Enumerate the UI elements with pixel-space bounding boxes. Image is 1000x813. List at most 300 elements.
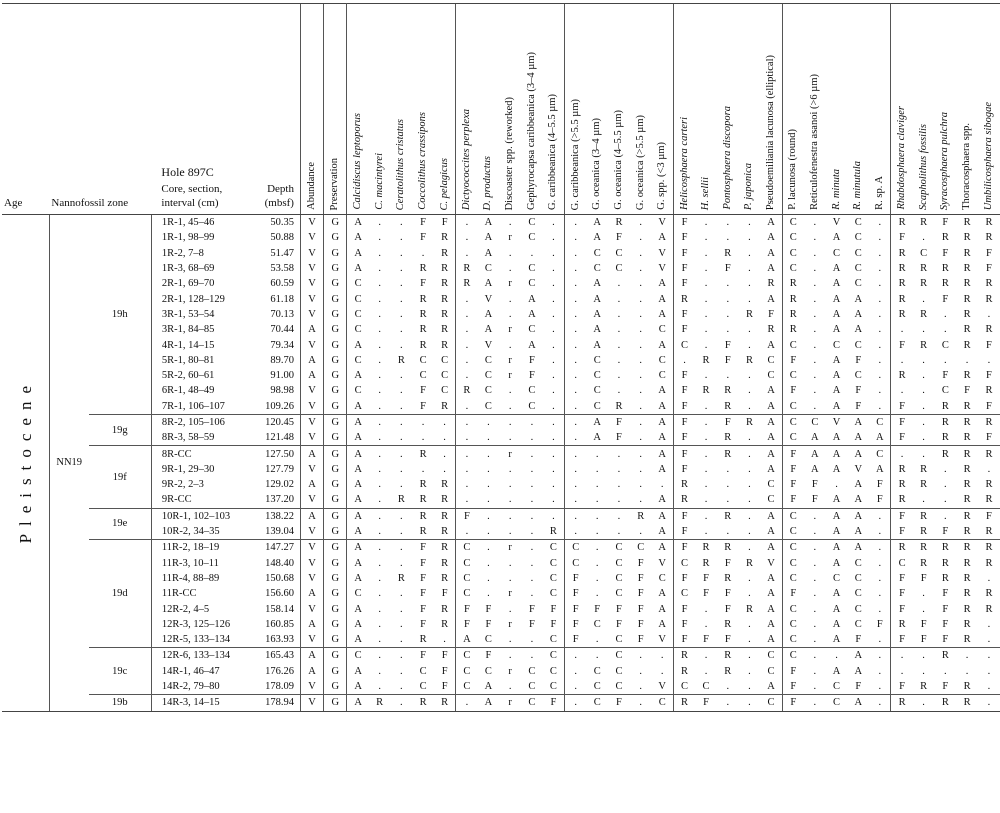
preservation-value: G	[324, 276, 347, 291]
occurrence-cell: A	[347, 368, 369, 383]
species-header: G. spp. (<3 µm)	[652, 4, 674, 215]
occurrence-cell: R	[615, 400, 623, 412]
occurrence-cell: .	[456, 462, 478, 477]
occurrence-cell: .	[748, 463, 751, 475]
depth-header: Depth (mbsf)	[251, 4, 301, 215]
occurrence-cell: A	[456, 632, 478, 648]
depth-value: 163.93	[265, 634, 294, 646]
occurrence-cell: .	[378, 479, 381, 491]
occurrence-cell: .	[704, 217, 708, 229]
occurrence-cell: C	[528, 324, 536, 336]
occurrence-cell: A	[767, 385, 775, 397]
occurrence-cell: F	[637, 557, 644, 569]
sample-row	[2, 430, 1000, 446]
depth-value: 158.14	[265, 603, 294, 615]
occurrence-cell: A	[854, 479, 863, 491]
zone-header: Nannofossil zone	[49, 4, 151, 215]
occurrence-cell: A	[478, 695, 500, 711]
occurrence-cell: .	[369, 648, 391, 664]
occurrence-cell: C	[347, 648, 369, 664]
occurrence-cell: C	[456, 664, 478, 679]
occurrence-cell: A	[847, 446, 869, 462]
occurrence-cell: C	[658, 324, 666, 336]
occurrence-cell: C	[456, 679, 478, 695]
occurrence-cell: C	[347, 383, 369, 398]
occurrence-cell: R	[941, 572, 949, 584]
occurrence-cell: .	[878, 308, 882, 320]
occurrence-cell: .	[922, 400, 925, 412]
species-header: Coccolithus crassipons	[412, 4, 434, 215]
occurrence-cell: C	[854, 557, 862, 569]
occurrence-cell: .	[508, 479, 512, 491]
occurrence-cell: A	[347, 446, 369, 462]
occurrence-cell: F	[673, 307, 695, 322]
occurrence-cell: .	[378, 293, 381, 305]
occurrence-cell: F	[608, 695, 630, 711]
occurrence-cell: .	[704, 603, 708, 615]
occurrence-cell: F	[412, 540, 434, 556]
occurrence-cell: R	[673, 291, 695, 306]
occurrence-cell: C	[549, 665, 557, 677]
occurrence-cell: .	[552, 263, 555, 275]
occurrence-cell: R	[891, 246, 913, 261]
occurrence-cell: R	[441, 479, 449, 491]
occurrence-cell: .	[456, 446, 478, 462]
occurrence-cell: .	[586, 648, 608, 664]
occurrence-cell: .	[595, 463, 599, 475]
occurrence-cell: R	[963, 370, 971, 382]
occurrence-cell: A	[658, 232, 666, 244]
occurrence-cell: F	[891, 414, 913, 430]
occurrence-cell: .	[748, 432, 751, 444]
preservation-value: G	[324, 632, 347, 648]
occurrence-cell: C	[593, 354, 601, 366]
preservation-value: G	[324, 477, 347, 492]
occurrence-cell: R	[963, 324, 971, 336]
occurrence-cell: C	[782, 601, 804, 616]
occurrence-cell: .	[726, 494, 730, 506]
occurrence-cell: .	[978, 695, 1000, 711]
occurrence-cell: .	[530, 588, 534, 600]
occurrence-cell: .	[987, 618, 991, 630]
occurrence-cell: .	[378, 588, 381, 600]
occurrence-cell: V	[658, 263, 666, 275]
occurrence-cell: .	[813, 557, 817, 569]
occurrence-cell: .	[530, 557, 534, 569]
preservation-value: G	[324, 368, 347, 383]
occurrence-cell: .	[913, 446, 935, 462]
preservation-value: G	[324, 695, 347, 711]
occurrence-cell: .	[704, 526, 708, 538]
occurrence-cell: R	[441, 278, 449, 290]
occurrence-cell: C	[782, 261, 804, 276]
occurrence-cell: .	[508, 293, 512, 305]
occurrence-cell: .	[813, 572, 817, 584]
occurrence-cell: A	[347, 679, 369, 695]
sample-row	[2, 307, 1000, 322]
occurrence-cell: F	[782, 586, 804, 601]
depth-value: 50.88	[270, 232, 294, 244]
occurrence-cell: .	[586, 446, 608, 462]
sample-id: 12R-2, 4–5	[161, 603, 210, 615]
occurrence-cell: V	[484, 293, 493, 305]
occurrence-cell: C	[782, 524, 804, 540]
occurrence-cell: .	[400, 400, 403, 412]
occurrence-cell: .	[456, 477, 478, 492]
occurrence-cell: R	[920, 557, 928, 569]
occurrence-cell: .	[673, 353, 695, 368]
occurrence-cell: .	[400, 463, 403, 475]
occurrence-cell: .	[639, 354, 642, 366]
occurrence-cell: F	[920, 572, 927, 584]
sample-row	[2, 586, 1000, 601]
occurrence-cell: C	[528, 681, 536, 693]
abundance-value: V	[300, 695, 323, 711]
occurrence-cell: C	[782, 399, 804, 415]
occurrence-cell: .	[913, 648, 935, 664]
occurrence-cell: .	[878, 324, 882, 336]
occurrence-cell: .	[878, 354, 882, 366]
occurrence-cell: C	[782, 617, 804, 632]
occurrence-cell: .	[878, 400, 882, 412]
occurrence-cell: C	[615, 557, 623, 569]
occurrence-cell: C	[615, 263, 623, 275]
occurrence-cell: R	[441, 247, 449, 259]
occurrence-cell: R	[891, 462, 913, 477]
occurrence-cell: F	[891, 679, 913, 695]
occurrence-cell: .	[378, 557, 381, 569]
species-header: Calcidiscus leptoporus	[347, 4, 369, 215]
occurrence-cell: .	[639, 681, 642, 693]
occurrence-cell: C	[528, 263, 536, 275]
occurrence-cell: C	[630, 540, 652, 556]
occurrence-cell: R	[441, 293, 449, 305]
occurrence-cell: R	[941, 263, 949, 275]
occurrence-cell: .	[639, 324, 642, 336]
occurrence-cell: .	[595, 557, 599, 569]
occurrence-cell: .	[726, 324, 730, 336]
occurrence-cell: r	[508, 232, 512, 244]
occurrence-cell: .	[652, 648, 674, 664]
occurrence-cell: R	[920, 526, 928, 538]
occurrence-cell: R	[724, 432, 732, 444]
occurrence-cell: A	[347, 246, 369, 261]
occurrence-cell: .	[378, 339, 381, 351]
hole-label: Hole 897C	[161, 165, 214, 179]
occurrence-cell: .	[748, 572, 751, 584]
occurrence-cell: .	[944, 494, 947, 506]
occurrence-cell: .	[565, 261, 587, 276]
occurrence-cell: A	[832, 324, 841, 336]
occurrence-cell: .	[878, 293, 882, 305]
subzone-label: 19h	[89, 215, 152, 415]
occurrence-cell: R	[441, 572, 449, 584]
occurrence-cell: .	[695, 414, 717, 430]
occurrence-cell: r	[508, 588, 512, 600]
occurrence-cell: .	[565, 230, 587, 245]
occurrence-cell: .	[456, 230, 478, 245]
occurrence-cell: .	[608, 446, 630, 462]
occurrence-cell: R	[985, 217, 993, 229]
occurrence-cell: .	[378, 263, 381, 275]
occurrence-cell: .	[726, 463, 730, 475]
occurrence-cell: R	[920, 308, 928, 320]
occurrence-cell: .	[552, 308, 555, 320]
occurrence-cell: .	[456, 430, 478, 446]
occurrence-cell: .	[826, 648, 848, 664]
occurrence-cell: .	[586, 540, 608, 556]
preservation-value: G	[324, 307, 347, 322]
occurrence-cell: C	[869, 414, 891, 430]
preservation-value: G	[324, 383, 347, 398]
occurrence-cell: F	[673, 383, 695, 398]
occurrence-cell: R	[419, 308, 427, 320]
occurrence-cell: r	[508, 278, 512, 290]
occurrence-cell: R	[419, 263, 427, 275]
occurrence-cell: R	[963, 400, 971, 412]
occurrence-cell: C	[869, 446, 891, 462]
occurrence-cell: .	[922, 494, 925, 506]
occurrence-cell: R	[956, 540, 978, 556]
occurrence-cell: A	[484, 232, 493, 244]
occurrence-cell: .	[595, 494, 599, 506]
occurrence-cell: .	[499, 508, 521, 524]
preservation-value: G	[324, 540, 347, 556]
occurrence-cell: R	[920, 681, 928, 693]
occurrence-cell: F	[616, 432, 622, 444]
depth-value: 53.58	[270, 263, 294, 275]
occurrence-cell: R	[985, 588, 993, 600]
occurrence-cell: r	[499, 540, 521, 556]
occurrence-cell: F	[891, 399, 913, 415]
abundance-header: Abundance	[300, 4, 323, 215]
occurrence-cell: A	[767, 232, 775, 244]
occurrence-cell: F	[942, 618, 949, 630]
occurrence-cell: .	[552, 354, 555, 366]
occurrence-cell: .	[639, 232, 642, 244]
occurrence-cell: .	[813, 681, 817, 693]
occurrence-cell: R	[963, 557, 971, 569]
depth-value: 150.68	[265, 572, 294, 584]
occurrence-cell: C	[767, 494, 775, 506]
sample-id: 14R-1, 46–47	[161, 665, 220, 677]
occurrence-cell: A	[767, 572, 775, 584]
occurrence-cell: .	[565, 508, 587, 524]
occurrence-cell: A	[832, 232, 841, 244]
occurrence-cell: .	[813, 634, 817, 646]
occurrence-cell: R	[441, 557, 449, 569]
occurrence-cell: F	[855, 681, 862, 693]
occurrence-cell: A	[658, 494, 666, 506]
occurrence-cell: A	[652, 540, 674, 556]
occurrence-cell: R	[963, 308, 971, 320]
occurrence-cell: F	[782, 492, 804, 508]
occurrence-cell: R	[673, 648, 695, 664]
occurrence-cell: .	[487, 494, 490, 506]
occurrence-cell: .	[595, 588, 599, 600]
occurrence-cell: .	[530, 526, 534, 538]
occurrence-cell: R	[724, 400, 732, 412]
occurrence-cell: .	[891, 446, 913, 462]
occurrence-cell: .	[456, 307, 478, 322]
sample-id: 3R-1, 84–85	[161, 324, 215, 336]
occurrence-cell: .	[378, 308, 381, 320]
sample-row	[2, 617, 1000, 632]
occurrence-cell: C	[521, 695, 543, 711]
occurrence-cell: A	[658, 432, 666, 444]
occurrence-cell: .	[378, 432, 381, 444]
occurrence-cell: A	[484, 217, 493, 229]
subzone-label: 19c	[89, 648, 152, 695]
occurrence-cell: F	[891, 230, 913, 245]
occurrence-cell: A	[347, 617, 369, 632]
occurrence-cell: F	[703, 588, 709, 600]
occurrence-cell: F	[673, 414, 695, 430]
occurrence-cell: .	[617, 308, 621, 320]
occurrence-cell: r	[508, 370, 512, 382]
abundance-value: V	[300, 383, 323, 398]
occurrence-cell: R	[891, 477, 913, 492]
occurrence-cell: .	[748, 494, 751, 506]
occurrence-cell: .	[704, 339, 708, 351]
occurrence-cell: C	[833, 572, 841, 584]
occurrence-cell: C	[615, 681, 623, 693]
occurrence-cell: .	[456, 368, 478, 383]
occurrence-cell: A	[347, 508, 369, 524]
occurrence-cell: A	[347, 430, 369, 446]
occurrence-cell: R	[956, 695, 978, 711]
occurrence-cell: .	[421, 432, 425, 444]
occurrence-cell: A	[832, 293, 841, 305]
sample-id: 5R-2, 60–61	[161, 370, 215, 382]
occurrence-cell: A	[847, 508, 869, 524]
occurrence-cell: F	[420, 572, 427, 584]
occurrence-cell: V	[767, 557, 775, 569]
occurrence-cell: R	[956, 446, 978, 462]
sample-id: 11R-4, 88–89	[161, 572, 220, 584]
occurrence-cell: .	[565, 695, 587, 711]
species-header: R. sp. A	[869, 4, 891, 215]
occurrence-cell: C	[673, 556, 695, 571]
occurrence-cell: .	[717, 695, 739, 711]
occurrence-cell: .	[378, 324, 381, 336]
occurrence-cell: F	[673, 430, 695, 446]
occurrence-cell: V	[826, 414, 848, 430]
occurrence-cell: F	[891, 524, 913, 540]
abundance-value: V	[300, 276, 323, 291]
occurrence-cell: .	[530, 634, 534, 646]
occurrence-cell: F	[420, 588, 427, 600]
occurrence-cell: C	[658, 572, 666, 584]
sample-id: 10R-1, 102–103	[151, 508, 250, 524]
occurrence-cell: A	[767, 526, 775, 538]
occurrence-cell: .	[400, 526, 403, 538]
occurrence-cell: .	[508, 308, 512, 320]
occurrence-cell: R	[724, 618, 732, 630]
occurrence-cell: C	[347, 586, 369, 601]
occurrence-cell: .	[378, 400, 381, 412]
occurrence-cell: C	[347, 276, 369, 291]
occurrence-cell: F	[485, 603, 492, 615]
occurrence-cell: R	[397, 572, 405, 584]
occurrence-cell: R	[549, 526, 557, 538]
occurrence-cell: .	[391, 446, 413, 462]
occurrence-cell: R	[441, 618, 449, 630]
abundance-value: V	[300, 571, 323, 586]
occurrence-cell: .	[456, 337, 478, 352]
occurrence-cell: .	[978, 648, 1000, 664]
occurrence-cell: R	[724, 385, 732, 397]
preservation-value: G	[324, 524, 347, 540]
occurrence-cell: R	[963, 618, 971, 630]
occurrence-cell: C	[441, 354, 449, 366]
occurrence-cell: .	[639, 479, 642, 491]
occurrence-cell: R	[934, 648, 956, 664]
occurrence-cell: .	[552, 385, 555, 397]
occurrence-cell: .	[456, 695, 478, 711]
occurrence-cell: .	[521, 414, 543, 430]
occurrence-cell: .	[391, 508, 413, 524]
occurrence-cell: V	[658, 634, 666, 646]
species-header: G. oceanica (3–4 µm)	[586, 4, 608, 215]
occurrence-cell: R	[978, 414, 1000, 430]
occurrence-cell: .	[508, 385, 512, 397]
occurrence-cell: .	[878, 603, 882, 615]
occurrence-cell: R	[985, 557, 993, 569]
occurrence-cell: .	[565, 399, 587, 415]
sample-label: Core, section, interval (cm)	[161, 183, 223, 209]
abundance-value: V	[300, 337, 323, 352]
occurrence-cell: .	[704, 263, 708, 275]
occurrence-cell: F	[782, 462, 804, 477]
occurrence-cell: .	[565, 291, 587, 306]
occurrence-cell: C	[782, 508, 804, 524]
occurrence-cell: .	[704, 324, 708, 336]
occurrence-cell: A	[347, 695, 369, 711]
occurrence-cell: C	[543, 648, 565, 664]
occurrence-cell: R	[891, 492, 913, 508]
occurrence-cell: F	[891, 430, 913, 446]
occurrence-cell: .	[704, 494, 708, 506]
occurrence-cell: .	[639, 494, 642, 506]
occurrence-cell: R	[745, 354, 753, 366]
sample-header	[151, 4, 250, 215]
occurrence-cell: A	[484, 324, 493, 336]
occurrence-cell: F	[528, 603, 535, 615]
depth-value: 109.26	[265, 400, 294, 412]
occurrence-cell: C	[484, 400, 492, 412]
occurrence-cell: .	[595, 572, 599, 584]
occurrence-cell: A	[347, 601, 369, 616]
occurrence-cell: .	[726, 217, 730, 229]
occurrence-cell: A	[854, 526, 863, 538]
occurrence-cell: .	[813, 354, 817, 366]
occurrence-cell: R	[963, 494, 971, 506]
occurrence-cell: .	[391, 414, 413, 430]
occurrence-cell: R	[419, 293, 427, 305]
occurrence-cell: F	[986, 432, 992, 444]
occurrence-cell: A	[593, 432, 602, 444]
occurrence-cell: R	[434, 508, 456, 524]
preservation-value: G	[324, 414, 347, 430]
occurrence-cell: C	[782, 414, 804, 430]
occurrence-cell: .	[552, 217, 555, 229]
occurrence-cell: .	[987, 665, 991, 677]
occurrence-cell: R	[963, 479, 971, 491]
occurrence-cell: C	[593, 385, 601, 397]
occurrence-cell: A	[811, 463, 819, 475]
occurrence-cell: A	[854, 293, 863, 305]
